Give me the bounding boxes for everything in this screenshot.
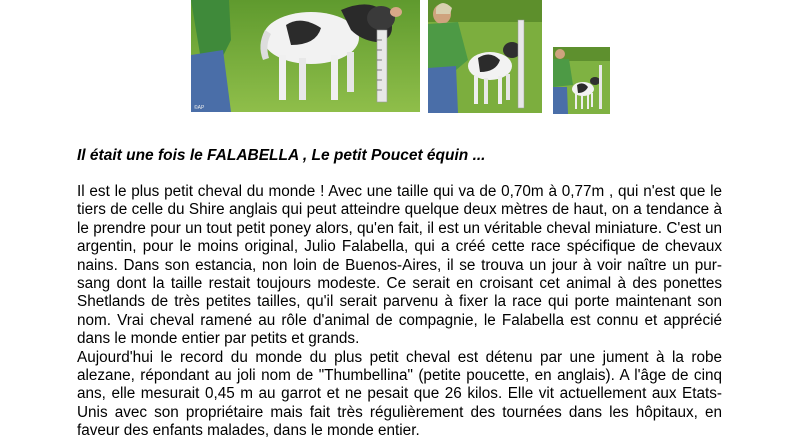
horse-photo-image — [428, 0, 542, 113]
horse-photo-image — [553, 47, 610, 114]
article-paragraph: Aujourd'hui le record du monde du plus petit cheval est détenu par une jument à la robe alezane, répondant au joli nom de "Thumbellina" (petite poucette, en anglais). A l'âge de cinq ans, elle mesurait 0,45 m au garrot et ne pesait que 26 kilos. Elle vit actuellement aux Etats-Unis avec son propriétaire mais fait très régulièrement des tournées dans les hôpitaux, en faveur des enfants malades, dans le monde entier. — [77, 348, 722, 440]
horse-photo-image — [191, 0, 420, 112]
photo-large — [191, 0, 420, 112]
article-title: Il était une fois le FALABELLA , Le petit Poucet équin ... — [77, 147, 486, 164]
photo-small — [553, 47, 610, 114]
photo-medium — [428, 0, 542, 113]
article-paragraph: Il est le plus petit cheval du monde ! Avec une taille qui va de 0,70m à 0,77m , qui n'est que le tiers de celle du Shire anglais qui peut atteindre quelque deux mètres de haut, on a tendance à le prendre pour un tout petit poney alors, qu'en fait, il est un véritable cheval miniature. C'est un argentin, pour le moins original, Julio Falabella, qui a créé cette race spécifique de chevaux nains. Dans son estancia, non loin de Buenos-Aires, il se trouva un jour à voir naître un pur-sang dont la taille restait toujours modeste. Ce serait en croisant cet animal à des ponettes Shetlands de très petites tailles, qu'il serait parvenu à fixer la race qui porte maintenant son nom. Vrai cheval ramené au rôle d'animal de compagnie, le Falabella est connu et apprécié dans le monde entier par petits et grands. — [77, 183, 722, 348]
photo-credit: ©AP — [194, 105, 205, 111]
article-body — [77, 183, 722, 441]
